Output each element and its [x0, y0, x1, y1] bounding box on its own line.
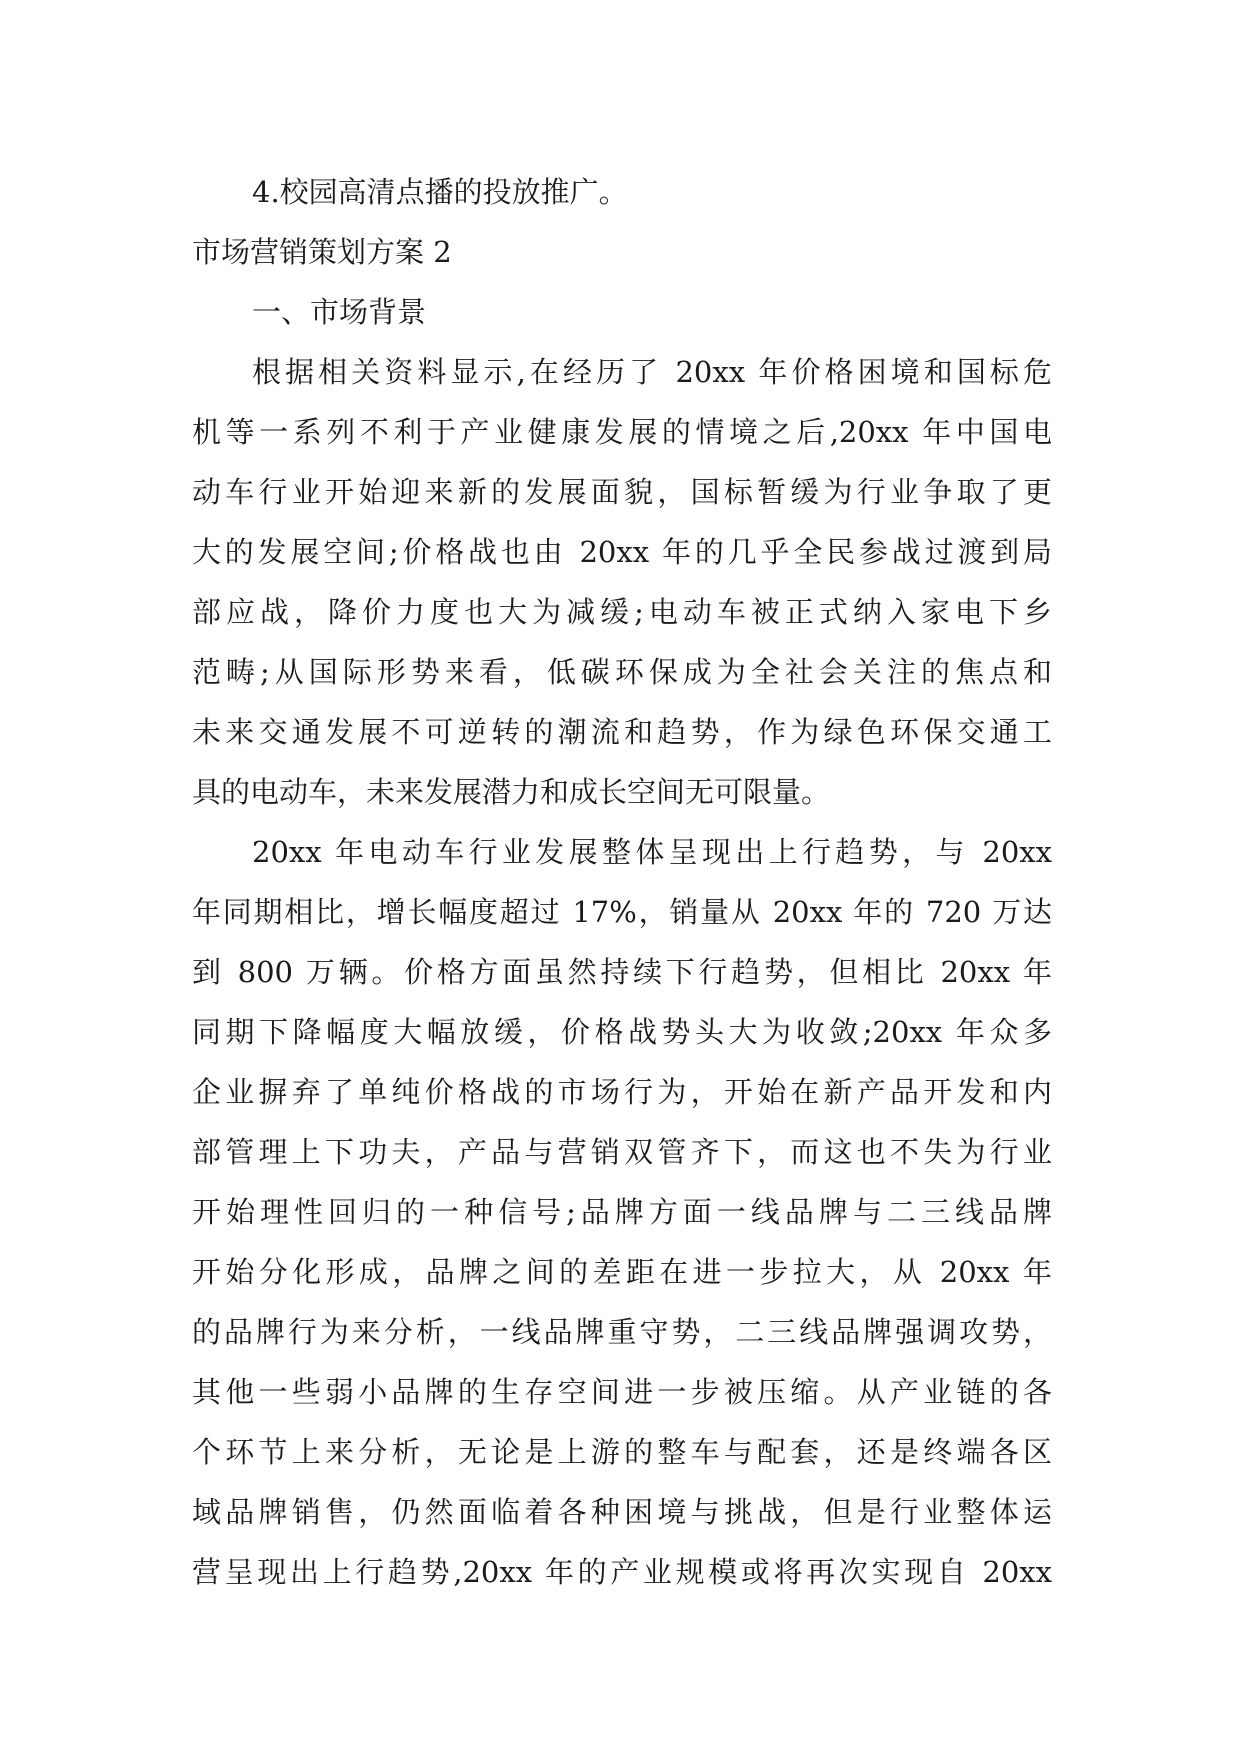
paragraph-2-line-8: 开始分化形成，品牌之间的差距在进一步拉大，从 20xx 年 — [192, 1255, 1052, 1289]
paragraph-2-line-4: 同期下降幅度大幅放缓，价格战势头大为收敛;20xx 年众多 — [192, 1015, 1052, 1049]
section-title: 市场营销策划方案 2 — [192, 235, 452, 269]
paragraph-2-line-11: 个环节上来分析，无论是上游的整车与配套，还是终端各区 — [192, 1435, 1052, 1469]
paragraph-1-line-8: 具的电动车，未来发展潜力和成长空间无可限量。 — [192, 775, 831, 809]
paragraph-1-line-7: 未来交通发展不可逆转的潮流和趋势，作为绿色环保交通工 — [192, 715, 1052, 749]
paragraph-2-line-12: 域品牌销售，仍然面临着各种困境与挑战，但是行业整体运 — [192, 1495, 1052, 1529]
paragraph-2-line-9: 的品牌行为来分析，一线品牌重守势，二三线品牌强调攻势， — [192, 1315, 1052, 1349]
paragraph-2-line-1: 20xx 年电动车行业发展整体呈现出上行趋势，与 20xx — [252, 835, 1052, 869]
list-item-4: 4.校园高清点播的投放推广。 — [252, 175, 628, 209]
subsection-heading: 一、市场背景 — [252, 295, 427, 329]
paragraph-1-line-4: 大的发展空间;价格战也由 20xx 年的几乎全民参战过渡到局 — [192, 535, 1052, 569]
paragraph-2-line-13: 营呈现出上行趋势,20xx 年的产业规模或将再次实现自 20xx — [192, 1555, 1052, 1589]
paragraph-2-line-2: 年同期相比，增长幅度超过 17%，销量从 20xx 年的 720 万达 — [192, 895, 1052, 929]
paragraph-2-line-7: 开始理性回归的一种信号;品牌方面一线品牌与二三线品牌 — [192, 1195, 1052, 1229]
paragraph-2-line-6: 部管理上下功夫，产品与营销双管齐下，而这也不失为行业 — [192, 1135, 1052, 1169]
paragraph-1-line-3: 动车行业开始迎来新的发展面貌，国标暂缓为行业争取了更 — [192, 475, 1052, 509]
paragraph-2-line-10: 其他一些弱小品牌的生存空间进一步被压缩。从产业链的各 — [192, 1375, 1052, 1409]
paragraph-1-line-5: 部应战，降价力度也大为减缓;电动车被正式纳入家电下乡 — [192, 595, 1052, 629]
paragraph-1-line-2: 机等一系列不利于产业健康发展的情境之后,20xx 年中国电 — [192, 415, 1052, 449]
paragraph-2-line-5: 企业摒弃了单纯价格战的市场行为，开始在新产品开发和内 — [192, 1075, 1052, 1109]
paragraph-2-line-3: 到 800 万辆。价格方面虽然持续下行趋势，但相比 20xx 年 — [192, 955, 1052, 989]
paragraph-1-line-1: 根据相关资料显示,在经历了 20xx 年价格困境和国标危 — [252, 355, 1052, 389]
paragraph-1-line-6: 范畴;从国际形势来看，低碳环保成为全社会关注的焦点和 — [192, 655, 1052, 689]
